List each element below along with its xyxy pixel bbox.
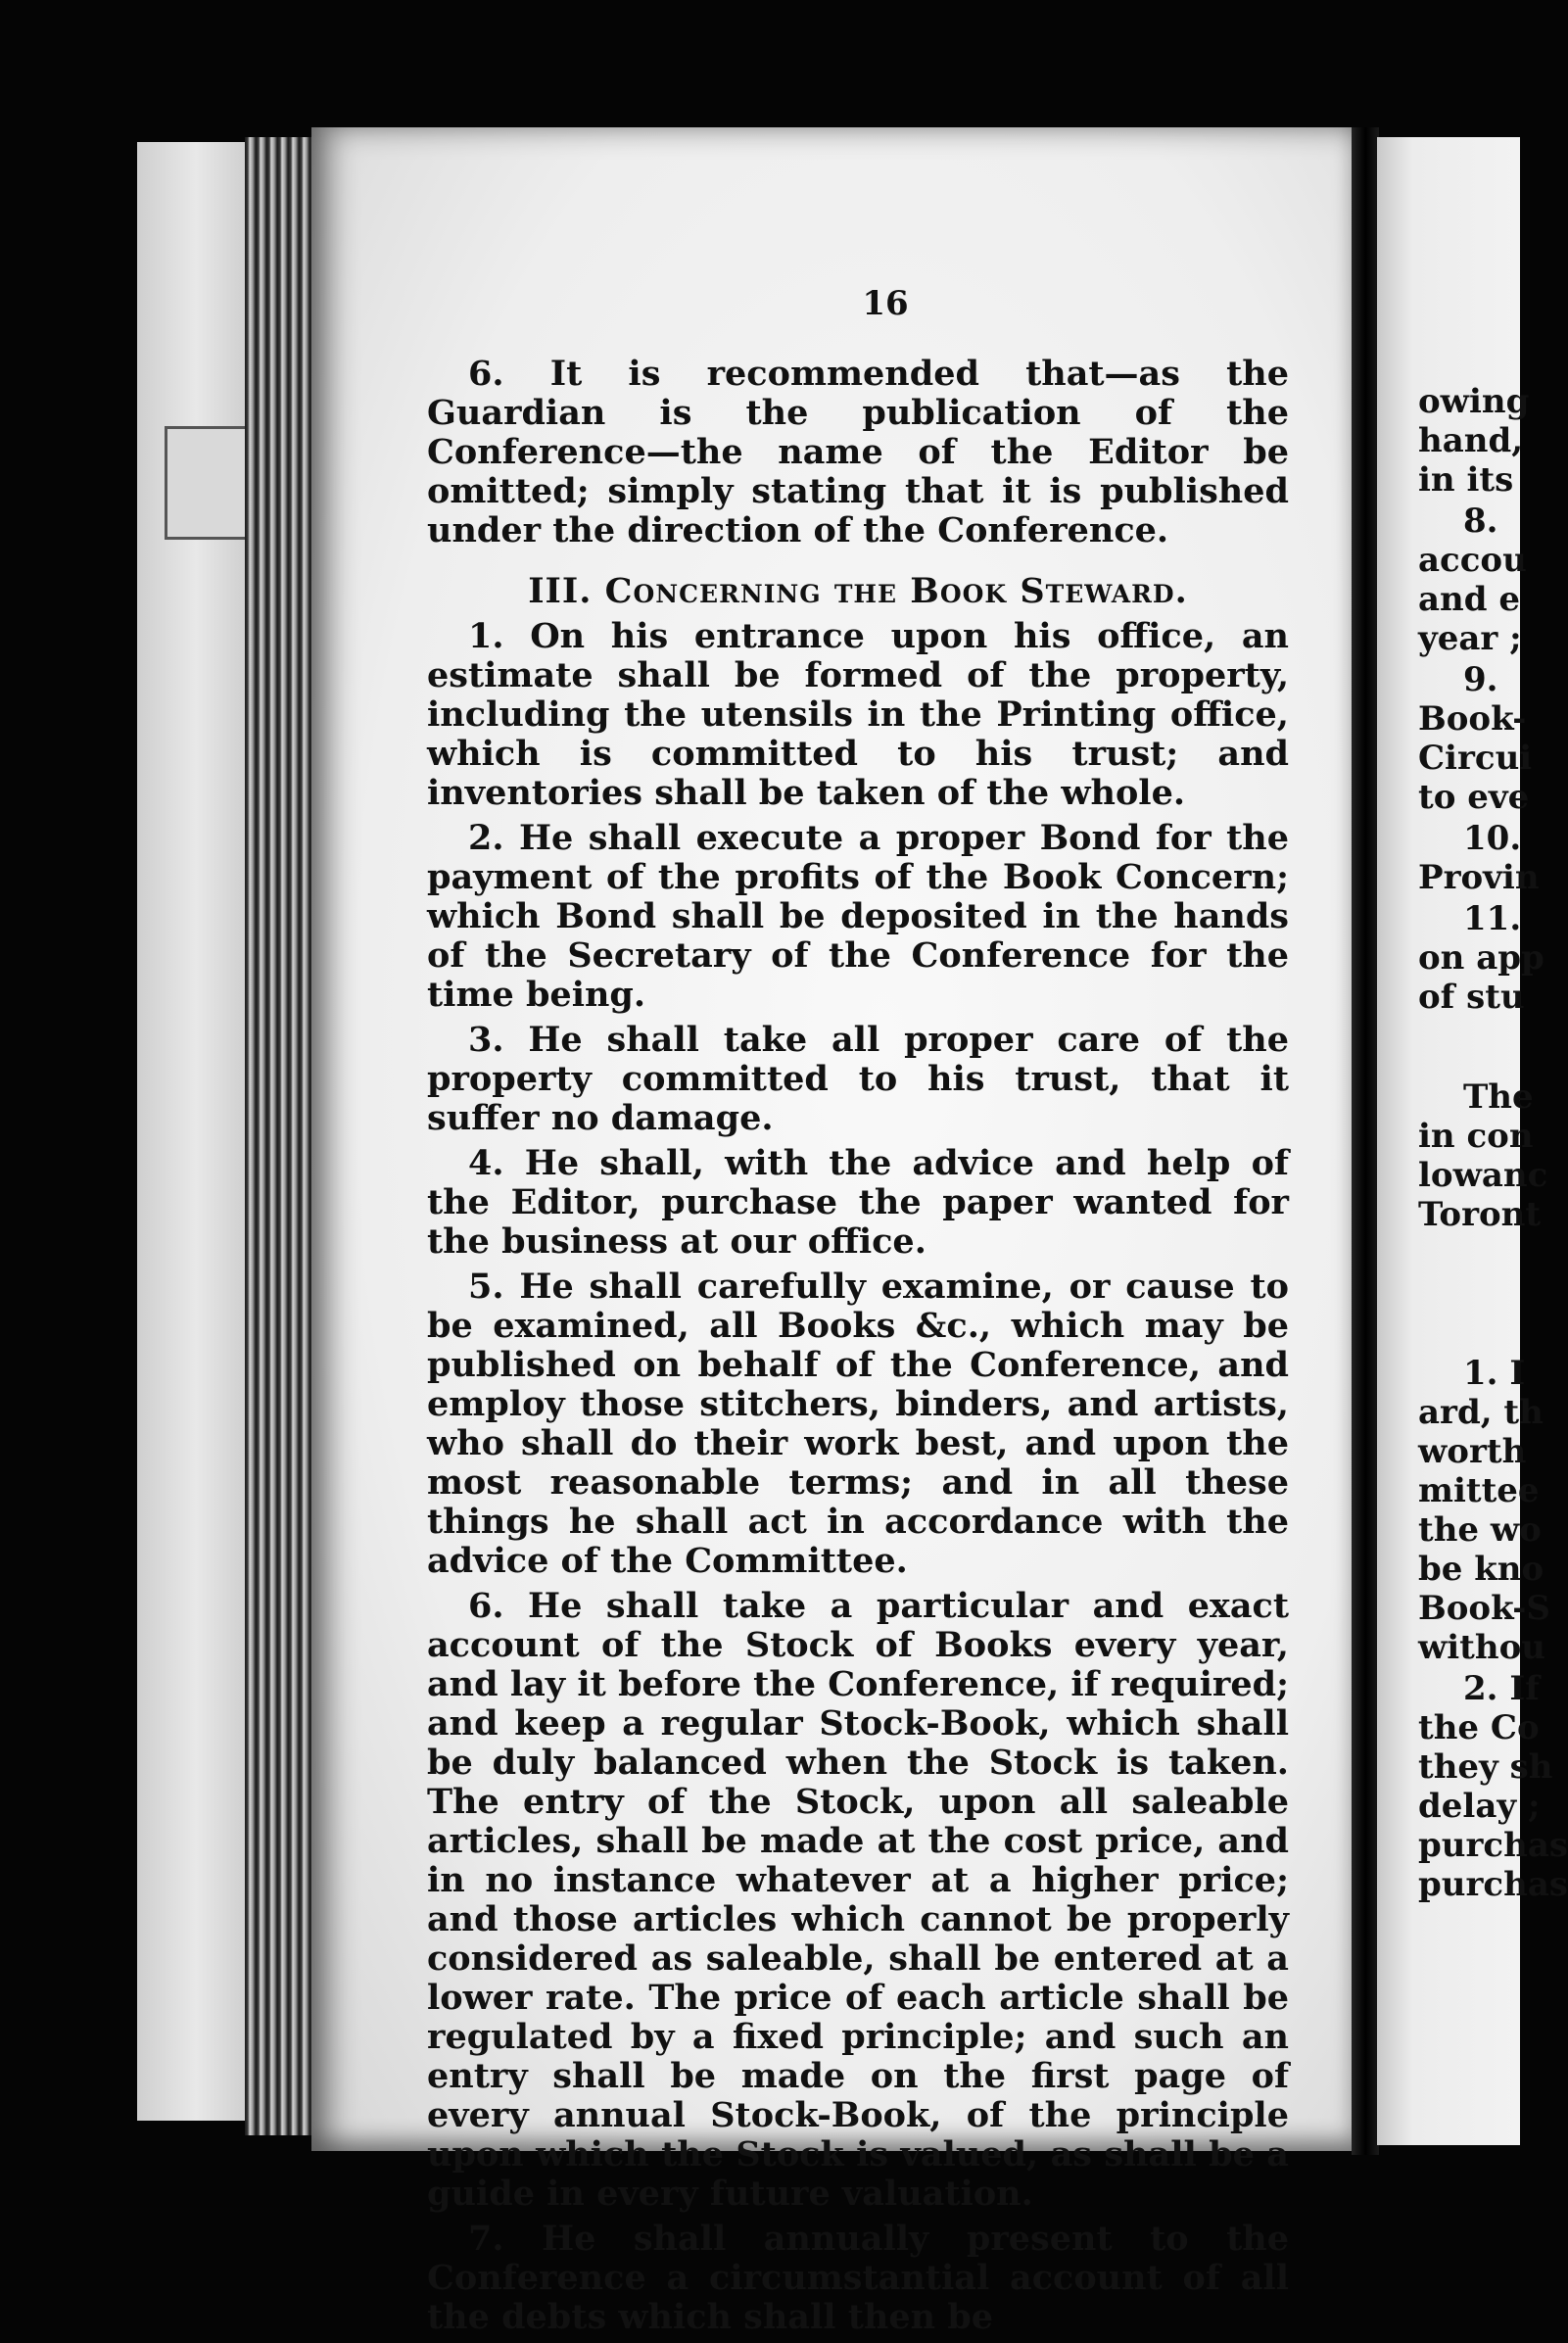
section-heading: III. Concerning the Book Steward. (528, 571, 1188, 611)
right-fragment-line: owing (1418, 382, 1530, 421)
right-fragment-line: worth (1418, 1432, 1527, 1471)
right-page-fragment (1377, 137, 1568, 2145)
right-fragment-line: Provin (1418, 858, 1540, 897)
right-fragment-line: The (1463, 1077, 1534, 1117)
right-fragment-line: of stu (1418, 978, 1525, 1017)
book-spine (1352, 127, 1379, 2155)
right-fragment-line: Book- (1418, 699, 1527, 739)
right-fragment-line: and e (1418, 580, 1520, 619)
right-fragment-line: hand, (1418, 421, 1524, 460)
right-fragment-line: to eve (1418, 778, 1530, 817)
right-fragment-line: accou (1418, 541, 1527, 580)
right-fragment-line: Toront (1418, 1195, 1542, 1234)
paragraph-6-guardian: 6. It is recommended that—as the Guardian is the publication of the Conference—the name of the Editor be omitted; simply stating that it is published under the direction of the Conference. (427, 354, 1289, 550)
paragraph-2: 2. He shall execute a proper Bond for the payment of the profits of the Book Concern; which Bond shall be deposited in the hands of the Secretary of the Conference for the time being. (427, 818, 1289, 1015)
right-fragment-line: on app (1418, 938, 1544, 978)
page-number: 16 (862, 284, 909, 323)
right-fragment-line: purchas (1418, 1865, 1568, 1904)
paragraph-4: 4. He shall, with the advice and help of the Editor, purchase the paper wanted for the business at our office. (427, 1143, 1289, 1262)
right-fragment-line: withou (1418, 1628, 1546, 1667)
right-fragment-line: Circui (1418, 739, 1533, 778)
right-fragment-line: ard, th (1418, 1393, 1544, 1432)
paragraph-6: 6. He shall take a particular and exact account of the Stock of Books every year, and lay it before the Conference, if required; and keep a regular Stock-Book, which shall be duly balanced when the Stock is taken. The entry of the Stock, upon all saleable articles, shall be made at the cost price, and in no instance whatever at a higher price; and those articles which cannot be properly considered as saleable, shall be entered at a lower rate. The price of each article shall be regulated by a fixed principle; and such an entry shall be made on the first page of every annual Stock-Book, of the principle upon which the Stock is valued, as shall be a guide in every future valuation. (427, 1586, 1289, 2214)
right-fragment-line: 8. (1463, 502, 1498, 541)
left-sheet-stamp-shape (165, 426, 249, 540)
right-fragment-line: 9. (1463, 660, 1498, 699)
right-fragment-line: purchas (1418, 1826, 1568, 1865)
right-fragment-line: 11. (1463, 899, 1522, 938)
right-fragment-line: year ; (1418, 619, 1522, 658)
right-fragment-line: mittee (1418, 1471, 1540, 1510)
right-fragment-line: 2. If (1463, 1669, 1540, 1708)
right-fragment-line: Book-S (1418, 1589, 1550, 1628)
right-fragment-line: in con (1418, 1117, 1534, 1156)
paragraph-3: 3. He shall take all proper care of the property committed to his trust, that it suffer no damage. (427, 1020, 1289, 1138)
page-text (427, 355, 1289, 2343)
right-fragment-line: lowanc (1418, 1156, 1548, 1195)
right-fragment-line: 10. (1463, 819, 1522, 858)
right-fragment-line: be kno (1418, 1550, 1544, 1589)
right-fragment-line: delay ; (1418, 1787, 1541, 1826)
paragraph-1: 1. On his entrance upon his office, an estimate shall be formed of the property, including the utensils in the Printing office, which is committed to his trust; and inventories shall be taken of the whole. (427, 616, 1289, 813)
right-fragment-line: they sh (1418, 1747, 1553, 1787)
paragraph-5: 5. He shall carefully examine, or cause to be examined, all Books &c., which may be published on behalf of the Conference, and employ those stitchers, binders, and artists, who shall do their work best, and upon the most reasonable terms; and in all these things he shall act in accordance with the advice of the Committee. (427, 1267, 1289, 1581)
right-fragment-line: 1. I (1463, 1354, 1526, 1393)
page-edges (245, 137, 318, 2135)
right-fragment-line: the wo (1418, 1510, 1542, 1550)
paragraph-7: 7. He shall annually present to the Conference a circumstantial account of all the debts which shall then be (427, 2219, 1289, 2337)
right-fragment-line: in its (1418, 460, 1514, 500)
right-fragment-line: the Co (1418, 1708, 1540, 1747)
book-page (311, 127, 1352, 2337)
